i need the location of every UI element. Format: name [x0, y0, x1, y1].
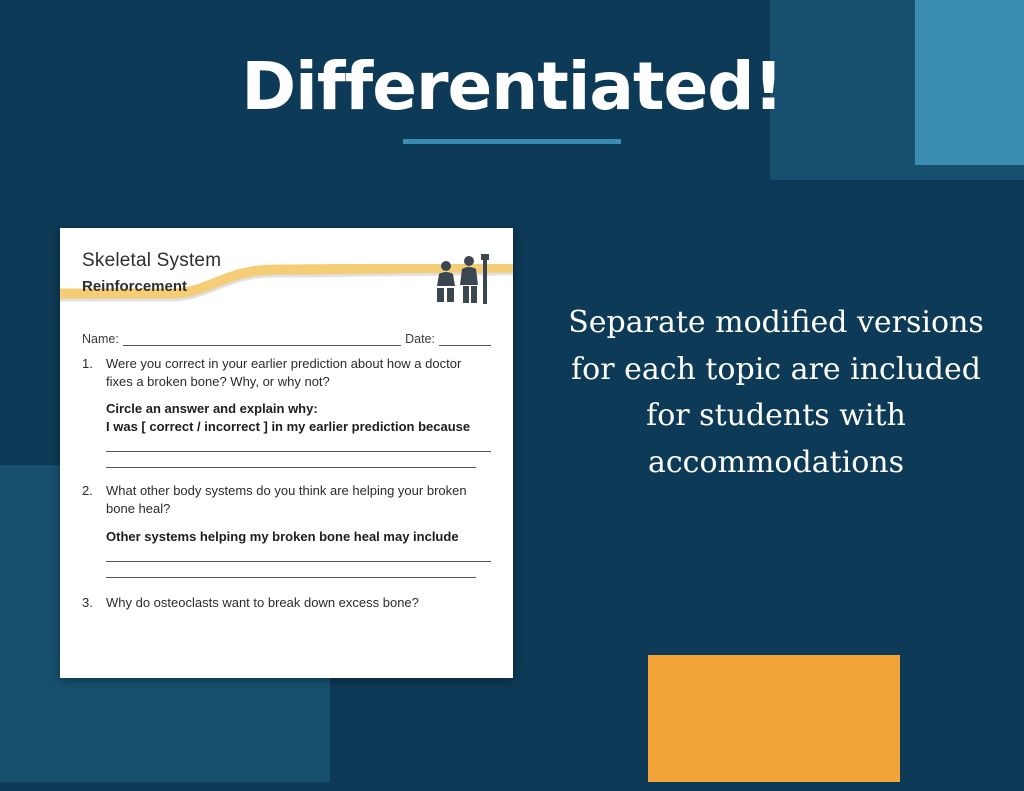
name-date-line — [82, 332, 491, 346]
name-blank[interactable] — [123, 335, 401, 346]
answer-blank-line[interactable] — [106, 454, 476, 468]
title-underline — [403, 139, 621, 144]
worksheet-preview — [60, 228, 513, 678]
date-blank[interactable] — [439, 335, 491, 346]
decorative-strip-bottom — [0, 782, 1024, 791]
slide-title-area — [0, 48, 1024, 144]
answer-stem: I was [ correct / incorrect ] in my earlier prediction because — [106, 419, 471, 435]
question-prompt: What other body systems do you think are helping your broken bone heal? — [106, 483, 467, 517]
worksheet-question — [82, 482, 491, 577]
name-label: Name: — [82, 332, 119, 346]
question-prompt: Were you correct in your earlier prediction about how a doctor fixes a broken bone? Why, or why not? — [106, 356, 462, 389]
answer-blank-line[interactable] — [106, 548, 491, 562]
decorative-block-orange — [648, 655, 900, 791]
answer-stem: Other systems helping my broken bone heal may include — [106, 528, 459, 544]
worksheet-question — [82, 594, 491, 612]
question-prompt: Why do osteoclasts want to break down excess bone? — [106, 594, 419, 610]
worksheet-question — [82, 355, 491, 468]
people-icon — [433, 252, 495, 308]
worksheet-header — [60, 228, 513, 326]
question-number: 2. — [82, 483, 93, 499]
question-number: 3. — [82, 594, 93, 610]
date-label: Date: — [405, 332, 435, 346]
slide-description: Separate modified versions for each topic are included for students with accommodations — [568, 305, 984, 480]
worksheet-title: Skeletal System — [82, 250, 222, 271]
answer-blank-line[interactable] — [106, 564, 476, 578]
worksheet-subtitle: Reinforcement — [82, 278, 188, 295]
question-number: 1. — [82, 356, 93, 371]
answer-heading: Circle an answer and explain why: — [106, 401, 318, 417]
answer-blank-line[interactable] — [106, 438, 491, 452]
page-title: Differentiated! — [241, 48, 783, 125]
